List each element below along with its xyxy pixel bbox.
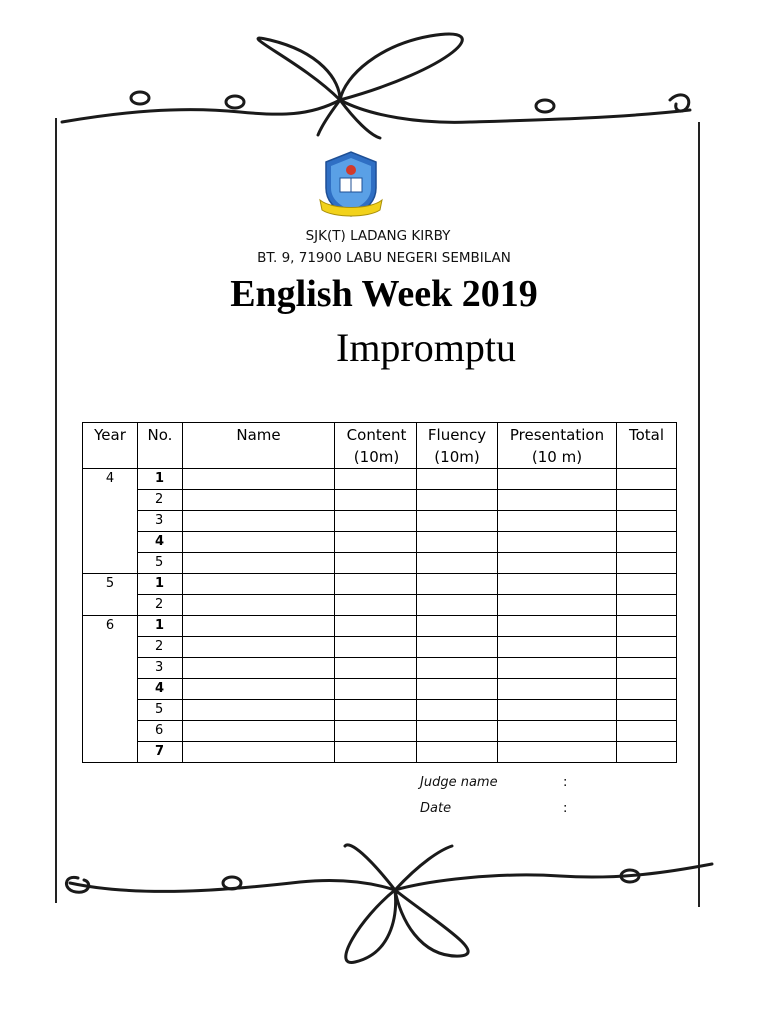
table-row — [83, 721, 677, 742]
school-crest-logo — [318, 148, 384, 220]
header-content: Content (10m) — [335, 423, 417, 469]
presentation-cell[interactable] — [498, 532, 617, 553]
presentation-cell[interactable] — [498, 574, 617, 595]
total-cell[interactable] — [617, 595, 677, 616]
total-cell[interactable] — [617, 490, 677, 511]
header-fluency: Fluency (10m) — [417, 423, 498, 469]
name-cell[interactable] — [183, 742, 335, 763]
table-row — [83, 616, 677, 637]
fluency-cell[interactable] — [417, 490, 498, 511]
name-cell[interactable] — [183, 490, 335, 511]
row-number: 3 — [138, 658, 183, 679]
fluency-cell[interactable] — [417, 532, 498, 553]
header-name: Name — [183, 423, 335, 469]
total-cell[interactable] — [617, 532, 677, 553]
name-cell[interactable] — [183, 679, 335, 700]
total-cell[interactable] — [617, 574, 677, 595]
total-cell[interactable] — [617, 511, 677, 532]
presentation-cell[interactable] — [498, 700, 617, 721]
content-cell[interactable] — [335, 616, 417, 637]
name-cell[interactable] — [183, 595, 335, 616]
presentation-cell[interactable] — [498, 490, 617, 511]
fluency-cell[interactable] — [417, 616, 498, 637]
row-number: 3 — [138, 511, 183, 532]
header-no: No. — [138, 423, 183, 469]
row-number: 5 — [138, 553, 183, 574]
table-row — [83, 511, 677, 532]
content-cell[interactable] — [335, 721, 417, 742]
date-label: Date — [420, 801, 452, 816]
fluency-cell[interactable] — [417, 679, 498, 700]
header-total: Total — [617, 423, 677, 469]
name-cell[interactable] — [183, 616, 335, 637]
presentation-cell[interactable] — [498, 742, 617, 763]
fluency-cell[interactable] — [417, 574, 498, 595]
total-cell[interactable] — [617, 700, 677, 721]
year-cell: 4 — [83, 469, 138, 574]
name-cell[interactable] — [183, 637, 335, 658]
name-cell[interactable] — [183, 511, 335, 532]
table-row — [83, 532, 677, 553]
table-row — [83, 595, 677, 616]
content-cell[interactable] — [335, 490, 417, 511]
fluency-cell[interactable] — [417, 511, 498, 532]
year-cell: 6 — [83, 616, 138, 763]
name-cell[interactable] — [183, 721, 335, 742]
presentation-cell[interactable] — [498, 469, 617, 490]
total-cell[interactable] — [617, 469, 677, 490]
name-cell[interactable] — [183, 532, 335, 553]
table-row — [83, 658, 677, 679]
presentation-cell[interactable] — [498, 721, 617, 742]
total-cell[interactable] — [617, 679, 677, 700]
fluency-cell[interactable] — [417, 721, 498, 742]
table-row — [83, 553, 677, 574]
row-number: 5 — [138, 700, 183, 721]
presentation-cell[interactable] — [498, 658, 617, 679]
name-cell[interactable] — [183, 700, 335, 721]
content-cell[interactable] — [335, 469, 417, 490]
total-cell[interactable] — [617, 616, 677, 637]
fluency-cell[interactable] — [417, 637, 498, 658]
content-cell[interactable] — [335, 595, 417, 616]
fluency-cell[interactable] — [417, 658, 498, 679]
row-number: 1 — [138, 574, 183, 595]
row-number: 1 — [138, 469, 183, 490]
table-row — [83, 679, 677, 700]
presentation-cell[interactable] — [498, 595, 617, 616]
school-name: SJK(T) LADANG KIRBY — [305, 228, 451, 244]
content-cell[interactable] — [335, 511, 417, 532]
fluency-cell[interactable] — [417, 742, 498, 763]
total-cell[interactable] — [617, 637, 677, 658]
row-number: 4 — [138, 679, 183, 700]
judge-name-label: Judge name — [420, 775, 498, 790]
fluency-cell[interactable] — [417, 595, 498, 616]
table-row — [83, 469, 677, 490]
content-cell[interactable] — [335, 700, 417, 721]
row-number: 2 — [138, 490, 183, 511]
presentation-cell[interactable] — [498, 679, 617, 700]
row-number: 4 — [138, 532, 183, 553]
table-row — [83, 574, 677, 595]
table-row — [83, 637, 677, 658]
total-cell[interactable] — [617, 658, 677, 679]
presentation-cell[interactable] — [498, 637, 617, 658]
name-cell[interactable] — [183, 574, 335, 595]
presentation-cell[interactable] — [498, 616, 617, 637]
document-subtitle: Impromptu — [336, 325, 516, 370]
content-cell[interactable] — [335, 574, 417, 595]
fluency-cell[interactable] — [417, 469, 498, 490]
total-cell[interactable] — [617, 553, 677, 574]
row-number: 6 — [138, 721, 183, 742]
table-row — [83, 700, 677, 721]
table-row — [83, 742, 677, 763]
content-cell[interactable] — [335, 637, 417, 658]
decorative-swirl-top — [0, 20, 768, 140]
school-address: BT. 9, 71900 LABU NEGERI SEMBILAN — [257, 250, 511, 266]
name-cell[interactable] — [183, 553, 335, 574]
table-header-row — [83, 423, 677, 469]
content-cell[interactable] — [335, 658, 417, 679]
judge-colon: : — [563, 775, 568, 790]
table-row — [83, 490, 677, 511]
content-cell[interactable] — [335, 679, 417, 700]
name-cell[interactable] — [183, 658, 335, 679]
document-title: English Week 2019 — [230, 273, 538, 315]
name-cell[interactable] — [183, 469, 335, 490]
row-number: 2 — [138, 595, 183, 616]
content-cell[interactable] — [335, 532, 417, 553]
header-presentation: Presentation (10 m) — [498, 423, 617, 469]
fluency-cell[interactable] — [417, 553, 498, 574]
content-cell[interactable] — [335, 553, 417, 574]
total-cell[interactable] — [617, 721, 677, 742]
decorative-swirl-bottom — [0, 838, 768, 978]
row-number: 7 — [138, 742, 183, 763]
fluency-cell[interactable] — [417, 700, 498, 721]
total-cell[interactable] — [617, 742, 677, 763]
content-cell[interactable] — [335, 742, 417, 763]
row-number: 1 — [138, 616, 183, 637]
header-year: Year — [83, 423, 138, 469]
row-number: 2 — [138, 637, 183, 658]
year-cell: 5 — [83, 574, 138, 616]
presentation-cell[interactable] — [498, 511, 617, 532]
score-table — [82, 422, 677, 763]
date-colon: : — [563, 801, 568, 816]
presentation-cell[interactable] — [498, 553, 617, 574]
